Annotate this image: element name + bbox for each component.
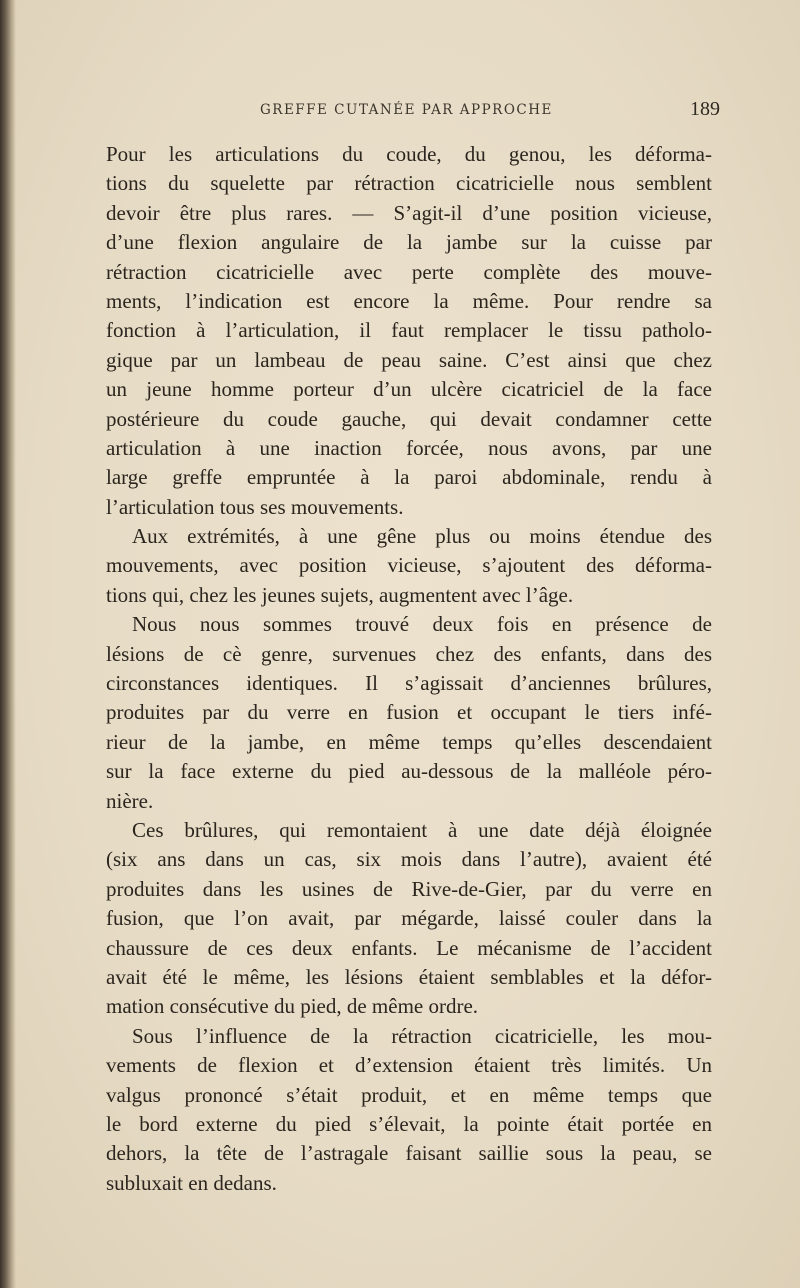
text-line: Aux extrémités, à une gêne plus ou moins étendue des <box>132 524 712 549</box>
text-line: sur la face externe du pied au-dessous de la malléole péro- <box>106 759 712 784</box>
text-line: postérieure du coude gauche, qui devait condamner cette <box>106 406 712 431</box>
text-line: rétraction cicatricielle avec perte complète des mouve- <box>106 259 712 284</box>
text-line: Ces brûlures, qui remontaient à une date déjà éloignée <box>132 817 712 842</box>
page-number: 189 <box>690 98 720 120</box>
text-line: tions du squelette par rétraction cicatricielle nous semblent <box>106 171 712 196</box>
text-line: chaussure de ces deux enfants. Le mécanisme de l’accident <box>106 935 712 960</box>
page-header <box>260 92 720 122</box>
running-title: GREFFE CUTANÉE PAR APPROCHE <box>260 102 553 118</box>
text-line: circonstances identiques. Il s’agissait d’anciennes brûlures, <box>106 671 712 696</box>
text-line: tions qui, chez les jeunes sujets, augmentent avec l’âge. <box>106 582 574 607</box>
text-line: devoir être plus rares. — S’agit-il d’une position vicieuse, <box>106 200 712 225</box>
text-line: large greffe empruntée à la paroi abdominale, rendu à <box>106 465 712 490</box>
text-line: Nous nous sommes trouvé deux fois en présence de <box>132 612 712 637</box>
text-line: le bord externe du pied s’élevait, la pointe était portée en <box>106 1111 712 1136</box>
text-line: d’une flexion angulaire de la jambe sur la cuisse par <box>106 230 712 255</box>
text-line: produites dans les usines de Rive-de-Gier, par du verre en <box>106 876 712 901</box>
text-line: l’articulation tous ses mouvements. <box>106 494 404 519</box>
text-line: valgus prononcé s’était produit, et en même temps que <box>106 1082 712 1107</box>
page-binding-edge <box>0 0 16 1288</box>
text-line: subluxait en dedans. <box>106 1170 277 1195</box>
text-line: nière. <box>106 788 154 813</box>
text-line: articulation à une inaction forcée, nous avons, par une <box>106 435 712 460</box>
text-line: lésions de cè genre, survenues chez des enfants, dans des <box>106 641 712 666</box>
body-text <box>106 140 712 1198</box>
text-line: rieur de la jambe, en même temps qu’elles descendaient <box>106 729 712 754</box>
text-line: fusion, que l’on avait, par mégarde, laissé couler dans la <box>106 906 712 931</box>
text-line: fonction à l’articulation, il faut remplacer le tissu patholo- <box>106 318 712 343</box>
text-line: avait été le même, les lésions étaient semblables et la défor- <box>106 964 712 989</box>
text-line: mation consécutive du pied, de même ordre. <box>106 994 479 1019</box>
text-line: (six ans dans un cas, six mois dans l’autre), avaient été <box>106 847 712 872</box>
text-line: ments, l’indication est encore la même. Pour rendre sa <box>106 288 712 313</box>
text-line: dehors, la tête de l’astragale faisant saillie sous la peau, se <box>106 1141 712 1166</box>
text-line: Sous l’influence de la rétraction cicatricielle, les mou- <box>132 1023 712 1048</box>
text-line: vements de flexion et d’extension étaient très limités. Un <box>106 1053 712 1078</box>
text-line: produites par du verre en fusion et occupant le tiers infé- <box>106 700 712 725</box>
text-line: Pour les articulations du coude, du genou, les déforma- <box>106 142 712 166</box>
text-line: gique par un lambeau de peau saine. C’est ainsi que chez <box>106 347 712 372</box>
text-line: mouvements, avec position vicieuse, s’ajoutent des déforma- <box>106 553 712 578</box>
text-line: un jeune homme porteur d’un ulcère cicatriciel de la face <box>106 377 712 402</box>
